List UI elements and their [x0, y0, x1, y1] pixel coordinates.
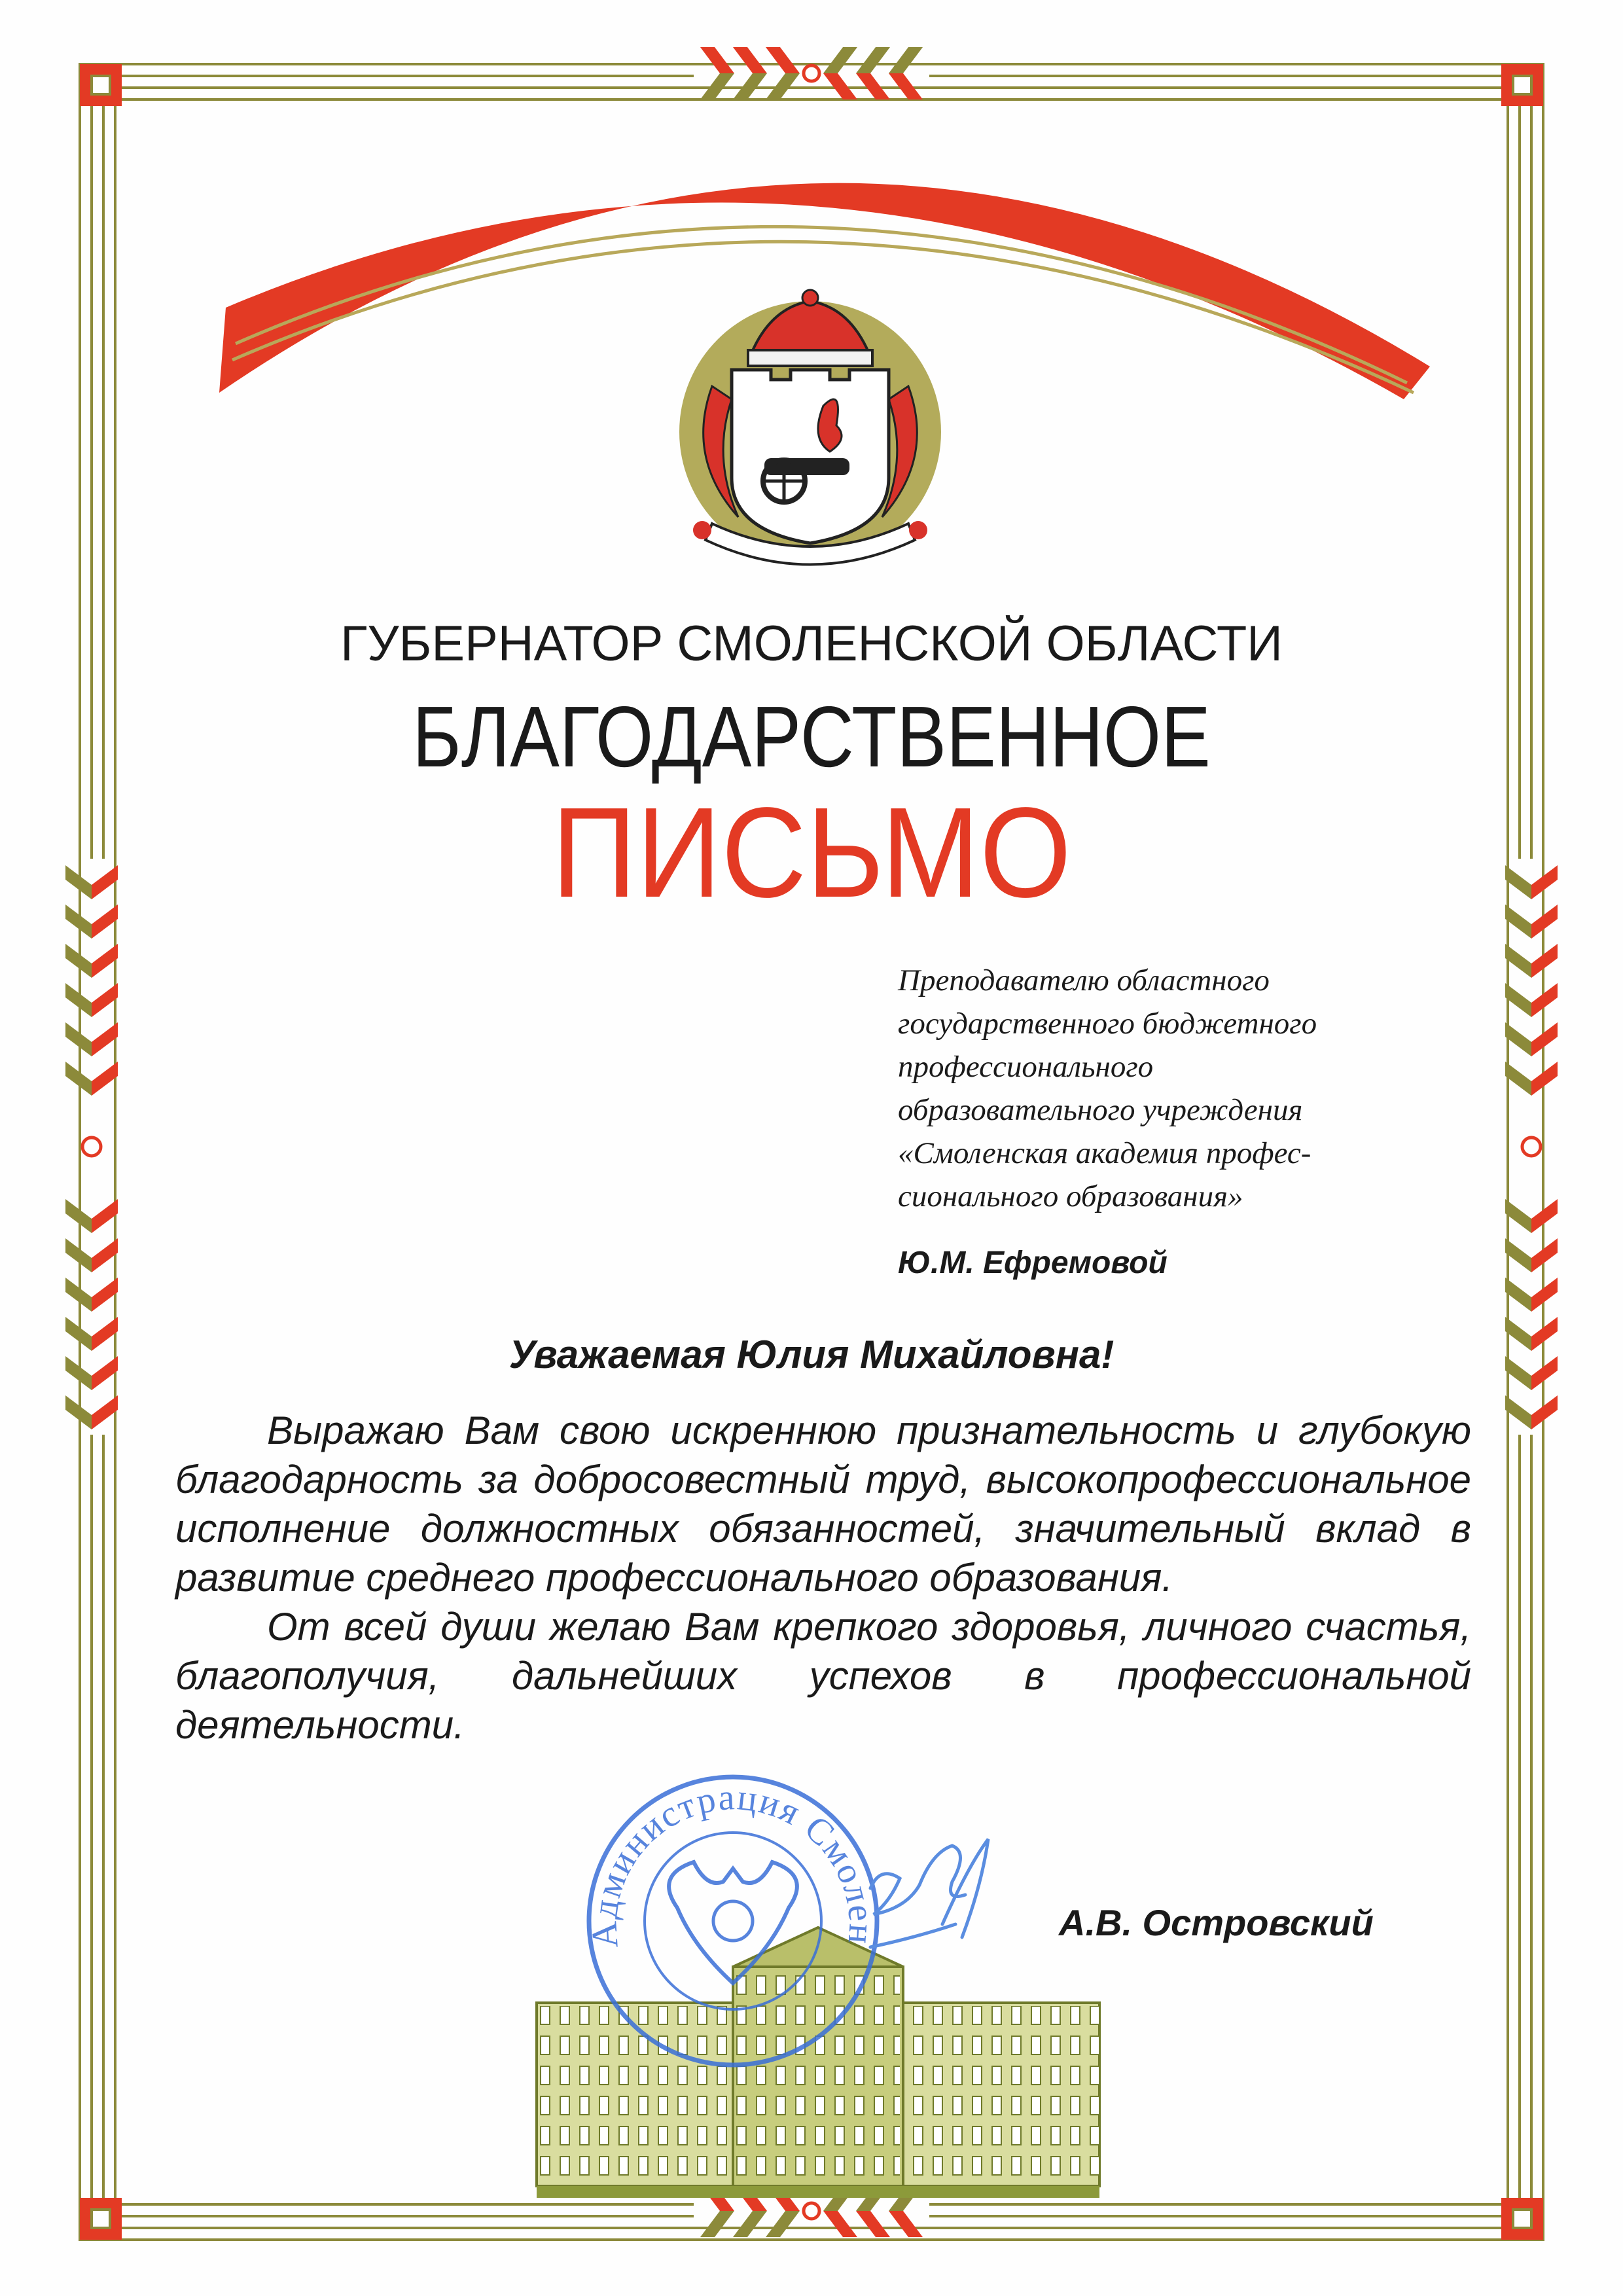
svg-text:Администрация Смоленской облас: Администрация Смоленской области — [584, 1777, 882, 1950]
wheat-ornament-top — [694, 47, 929, 99]
recipient-line: «Смоленская академия профес- — [898, 1136, 1311, 1170]
issuer-heading: ГУБЕРНАТОР СМОЛЕНСКОЙ ОБЛАСТИ — [340, 616, 1283, 672]
greeting: Уважаемая Юлия Михайловна! — [508, 1333, 1115, 1376]
recipient-line: Преподавателю областного — [898, 963, 1270, 997]
recipient-name: Ю.М. Ефремовой — [898, 1246, 1168, 1280]
recipient-block — [898, 959, 1487, 1218]
letter-body — [175, 1406, 1471, 1749]
recipient-line: профессионального — [898, 1050, 1154, 1084]
smolensk-coat-of-arms-icon — [679, 290, 941, 565]
body-paragraph: От всей души желаю Вам крепкого здоровья, личного счастья, благополучия, дальнейших успехов в профессиональной деятельности. — [175, 1605, 1471, 1747]
document-title-line1: БЛАГОДАРСТВЕННОЕ — [412, 689, 1211, 785]
handwritten-signature — [870, 1839, 988, 1947]
recipient-line: сионального образования» — [898, 1179, 1243, 1213]
signatory-name: А.В. Островский — [1059, 1902, 1374, 1943]
recipient-line: образовательного учреждения — [898, 1093, 1303, 1127]
recipient-line: государственного бюджетного — [898, 1007, 1317, 1041]
body-paragraph: Выражаю Вам свою искреннюю признательность и глубокую благодарность за добросовестный труд, высокопрофессиональное исполнение должностных обязанностей, значительный вклад в развитие среднего профессионального образования. — [175, 1408, 1471, 1600]
document-title-line2: ПИСЬМО — [551, 781, 1072, 924]
administration-building-illustration — [537, 1928, 1099, 2198]
